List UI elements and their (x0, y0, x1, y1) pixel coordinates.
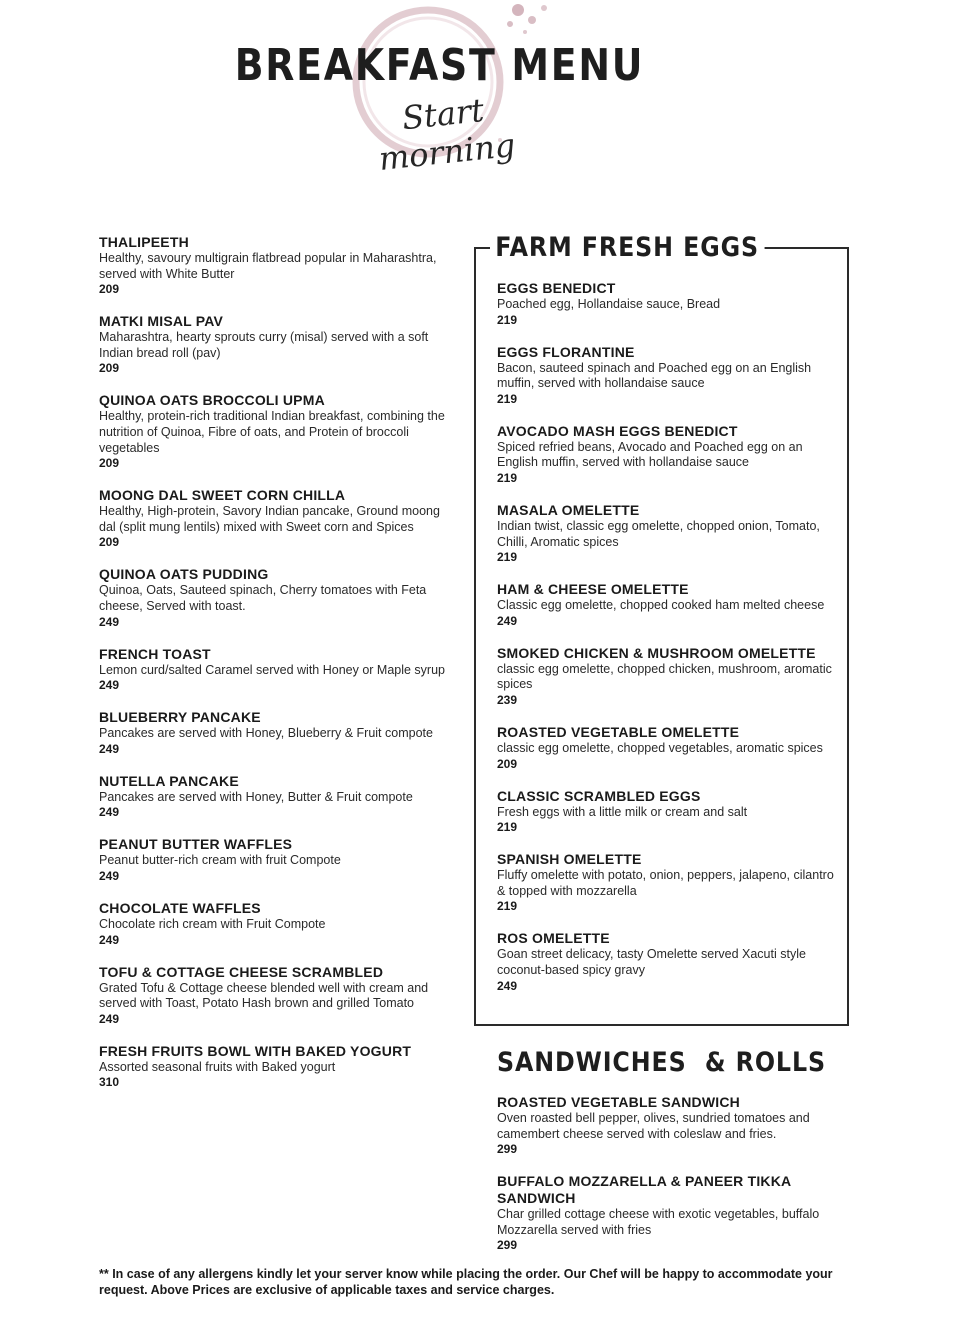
item-description: Poached egg, Hollandaise sauce, Bread (497, 297, 721, 311)
menu-item (497, 645, 842, 708)
item-name: SMOKED CHICKEN & MUSHROOM OMELETTE (497, 644, 816, 661)
item-price: 249 (99, 932, 120, 947)
menu-item (99, 900, 449, 948)
menu-item (497, 502, 842, 565)
item-description: Grated Tofu & Cottage cheese blended well with cream and served with Toast, Potato Hash brown and grilled Tomato (99, 980, 429, 1011)
menu-item (99, 836, 449, 884)
item-price: 249 (99, 868, 120, 883)
item-name: ROASTED VEGETABLE OMELETTE (497, 723, 740, 740)
item-name: CHOCOLATE WAFFLES (99, 899, 261, 916)
item-name: PEANUT BUTTER WAFFLES (99, 836, 293, 853)
item-description: Char grilled cottage cheese with exotic vegetables, buffalo Mozzarella served with fries (497, 1207, 820, 1237)
item-price: 219 (497, 391, 518, 406)
menu-item (99, 709, 449, 757)
menu-item (497, 851, 842, 914)
item-price: 249 (99, 678, 120, 693)
item-description: Assorted seasonal fruits with Baked yogurt (99, 1059, 336, 1074)
menu-item (99, 566, 449, 629)
item-price: 219 (497, 312, 518, 327)
item-description: Fluffy omelette with potato, onion, peppers, jalapeno, cilantro & topped with mozzarella (497, 868, 834, 898)
item-price: 249 (99, 614, 120, 629)
item-price: 249 (99, 805, 120, 820)
item-name: SPANISH OMELETTE (497, 851, 642, 868)
item-price: 209 (99, 282, 120, 297)
item-name: QUINOA OATS BROCCOLI UPMA (99, 392, 325, 409)
menu-item (99, 964, 449, 1027)
item-price: 209 (497, 756, 518, 771)
item-description: Pancakes are served with Honey, Blueberry & Fruit compote (99, 726, 433, 741)
page-title: BREAKFAST MENU (234, 40, 645, 91)
item-name: BUFFALO MOZZARELLA & PANEER TIKKA SANDWICH (497, 1173, 791, 1207)
item-price: 249 (497, 613, 518, 628)
menu-item (99, 773, 449, 821)
item-description: Healthy, High-protein, Savory Indian pancake, Ground moong dal (split mung lentils) mixed with Sweet corn and Spices (99, 504, 440, 534)
item-price: 249 (99, 1011, 120, 1026)
item-description: Goan street delicacy, tasty Omelette served Xacuti style coconut-based spicy gravy (497, 947, 806, 977)
menu-header (0, 0, 980, 200)
item-description: Chocolate rich cream with Fruit Compote (99, 916, 326, 931)
item-description: classic egg omelette, chopped chicken, mushroom, aromatic spices (497, 661, 832, 692)
eggs-section-heading: FARM FRESH EGGS (490, 232, 764, 263)
item-name: ROASTED VEGETABLE SANDWICH (497, 1094, 740, 1110)
tagline: Start morning (376, 90, 518, 178)
item-name: AVOCADO MASH EGGS BENEDICT (497, 422, 738, 439)
item-name: NUTELLA PANCAKE (99, 772, 239, 789)
item-price: 310 (99, 1075, 120, 1090)
item-price: 299 (497, 1238, 518, 1253)
menu-item (99, 487, 449, 550)
item-name: FRESH FRUITS BOWL WITH BAKED YOGURT (99, 1042, 412, 1059)
menu-item (497, 788, 842, 836)
item-description: Classic egg omelette, chopped cooked ham melted cheese (497, 598, 825, 613)
item-description: Healthy, savoury multigrain flatbread popular in Maharashtra, served with White Butter (99, 251, 437, 281)
item-description: classic egg omelette, chopped vegetables, aromatic spices (497, 740, 823, 755)
sandwiches-section-heading: SANDWICHES & ROLLS (497, 1047, 826, 1078)
menu-item (497, 280, 842, 328)
item-price: 219 (497, 820, 518, 835)
menu-item (99, 234, 449, 297)
item-description: Spiced refried beans, Avocado and Poached egg on an English muffin, served with hollandaise sauce (497, 439, 803, 470)
menu-item (497, 344, 842, 407)
menu-item (99, 1043, 449, 1091)
item-name: HAM & CHEESE OMELETTE (497, 581, 689, 598)
item-name: MATKI MISAL PAV (99, 313, 224, 330)
item-name: MASALA OMELETTE (497, 501, 640, 518)
item-price: 209 (99, 456, 120, 471)
item-name: QUINOA OATS PUDDING (99, 566, 269, 583)
item-name: THALIPEETH (99, 234, 189, 250)
eggs-items-list (497, 280, 842, 1010)
item-price: 219 (497, 550, 518, 565)
item-price: 219 (497, 470, 518, 485)
item-description: Maharashtra, hearty sprouts curry (misal) served with a soft Indian bread roll (pav) (99, 330, 429, 360)
item-name: TOFU & COTTAGE CHEESE SCRAMBLED (99, 963, 384, 980)
breakfast-items-list (99, 234, 449, 1106)
menu-item (497, 423, 842, 486)
item-price: 299 (497, 1142, 518, 1157)
item-description: Bacon, sauteed spinach and Poached egg on an English muffin, served with hollandaise sauce (497, 360, 812, 391)
item-price: 249 (497, 978, 518, 993)
item-name: BLUEBERRY PANCAKE (99, 709, 261, 726)
menu-item (497, 930, 842, 993)
item-description: Peanut butter-rich cream with fruit Compote (99, 853, 341, 868)
item-name: FRENCH TOAST (99, 645, 211, 662)
item-description: Oven roasted bell pepper, olives, sundried tomatoes and camembert cheese served with coleslaw and fries. (497, 1111, 810, 1141)
item-price: 249 (99, 741, 120, 756)
item-name: EGGS FLORANTINE (497, 343, 635, 360)
item-description: Healthy, protein-rich traditional Indian breakfast, combining the nutrition of Quinoa, Fibre of oats, and Protein of broccoli vegetables (99, 409, 445, 455)
item-price: 209 (99, 361, 120, 376)
item-description: Lemon curd/salted Caramel served with Honey or Maple syrup (99, 662, 445, 677)
menu-item (99, 313, 449, 376)
item-name: EGGS BENEDICT (497, 280, 616, 296)
item-name: ROS OMELETTE (497, 930, 610, 947)
menu-item (497, 1094, 842, 1157)
allergen-note: ** In case of any allergens kindly let your server know while placing the order. Our Chef will be happy to accommodate your request. Above Prices are exclusive of applicable taxes and service charges. (99, 1267, 833, 1297)
menu-item (497, 724, 842, 772)
item-price: 209 (99, 535, 120, 550)
item-description: Quinoa, Oats, Sauteed spinach, Cherry tomatoes with Feta cheese, Served with toast. (99, 583, 427, 613)
menu-item (497, 1173, 842, 1253)
item-description: Fresh eggs with a little milk or cream and salt (497, 804, 748, 819)
item-name: MOONG DAL SWEET CORN CHILLA (99, 487, 346, 504)
item-description: Indian twist, classic egg omelette, chopped onion, Tomato, Chilli, Aromatic spices (497, 518, 820, 549)
item-description: Pancakes are served with Honey, Butter & Fruit compote (99, 789, 413, 804)
item-price: 219 (497, 899, 518, 914)
item-name: CLASSIC SCRAMBLED EGGS (497, 787, 701, 804)
menu-item (497, 581, 842, 629)
sandwiches-items-list (497, 1094, 842, 1269)
menu-item (99, 646, 449, 694)
menu-item (99, 392, 449, 471)
item-price: 239 (497, 692, 518, 707)
